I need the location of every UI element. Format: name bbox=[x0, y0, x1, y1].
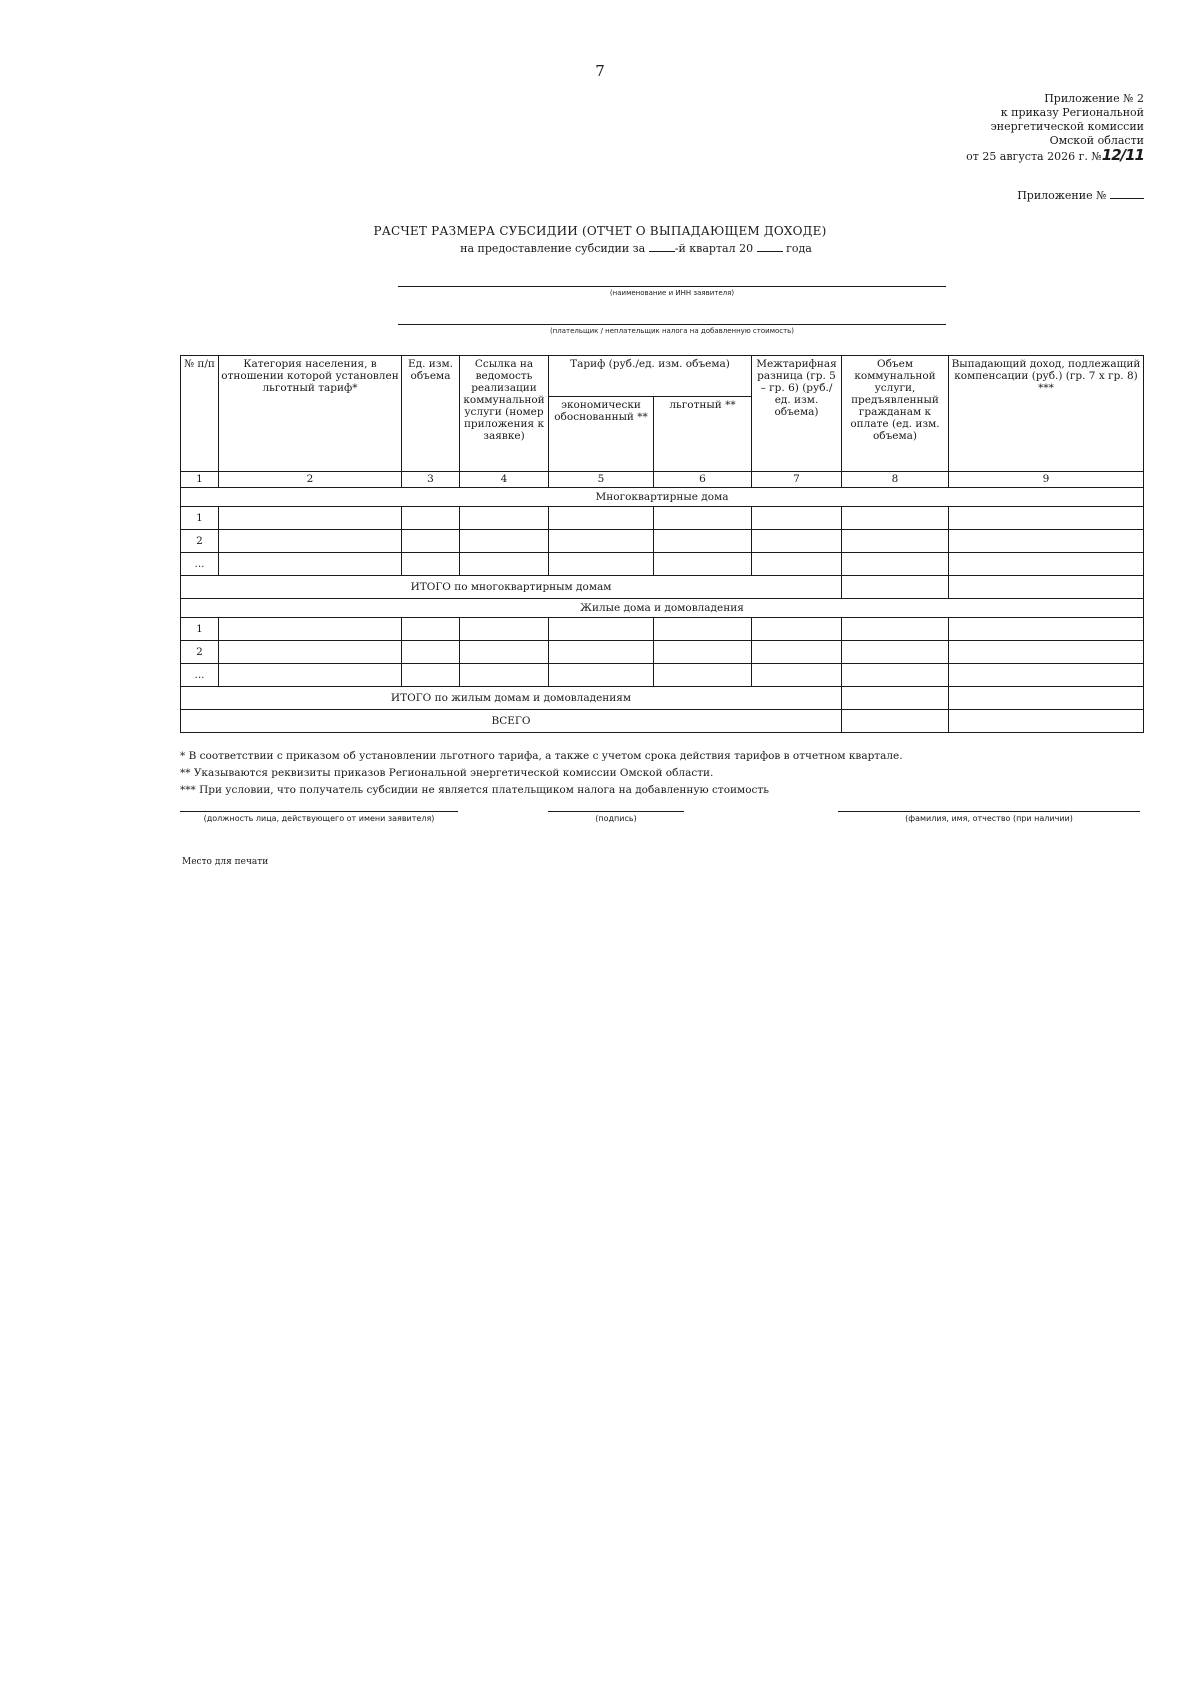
page-number: 7 bbox=[595, 62, 605, 80]
position-caption: (должность лица, действующего от имени заявителя) bbox=[203, 814, 435, 823]
year-blank[interactable] bbox=[757, 241, 783, 252]
table-cell[interactable] bbox=[219, 641, 402, 664]
table-cell[interactable] bbox=[219, 530, 402, 553]
footnote-2: ** Указываются реквизиты приказов Региональной энергетической комиссии Омской области. bbox=[180, 767, 714, 779]
table-cell[interactable] bbox=[752, 641, 842, 664]
column-number: 1 bbox=[181, 472, 219, 488]
table-cell[interactable] bbox=[842, 553, 949, 576]
table-cell[interactable] bbox=[460, 530, 549, 553]
table-cell[interactable] bbox=[219, 507, 402, 530]
table-cell[interactable] bbox=[752, 530, 842, 553]
footnote-1: * В соответствии с приказом об установлении льготного тарифа, а также с учетом срока действия тарифов в отчетном квартале. bbox=[180, 750, 903, 762]
approval-line-4: Омской области bbox=[1049, 134, 1144, 147]
total-residential-houses-label: ИТОГО по жилым домам и домовладениям bbox=[181, 687, 842, 710]
header-number: № п/п bbox=[181, 356, 219, 472]
header-lost-income: Выпадающий доход, подлежащий компенсации (руб.) (гр. 7 х гр. 8) *** bbox=[949, 356, 1144, 472]
approval-date-line bbox=[966, 148, 1144, 164]
applicant-caption: (наименование и ИНН заявителя) bbox=[609, 289, 735, 297]
table-cell[interactable] bbox=[752, 553, 842, 576]
table-cell[interactable] bbox=[402, 507, 460, 530]
title-block bbox=[0, 224, 1200, 255]
appendix-number-blank[interactable] bbox=[1110, 187, 1144, 199]
header-volume: Объем коммунальной услуги, предъявленный гражданам к оплате (ед. изм. объема) bbox=[842, 356, 949, 472]
table-cell[interactable] bbox=[842, 641, 949, 664]
header-tariff-economic: экономически обоснованный ** bbox=[549, 397, 654, 472]
applicant-line bbox=[398, 286, 946, 287]
table-cell[interactable] bbox=[842, 710, 949, 733]
table-cell[interactable] bbox=[549, 507, 654, 530]
document-subtitle bbox=[72, 241, 1200, 255]
table-cell[interactable] bbox=[842, 687, 949, 710]
signature-caption: (подпись) bbox=[595, 814, 637, 823]
approval-line-1: Приложение № 2 bbox=[1044, 92, 1144, 105]
signature-line bbox=[548, 811, 684, 812]
table-cell[interactable] bbox=[654, 507, 752, 530]
subtitle-part-2: -й квартал 20 bbox=[674, 242, 754, 255]
appendix-number bbox=[1017, 187, 1144, 202]
row-number: ... bbox=[181, 553, 219, 576]
table-cell[interactable] bbox=[842, 576, 949, 599]
table-cell[interactable] bbox=[460, 553, 549, 576]
table-cell[interactable] bbox=[949, 687, 1144, 710]
table-cell[interactable] bbox=[654, 530, 752, 553]
full-name-caption: (фамилия, имя, отчество (при наличии) bbox=[905, 814, 1073, 823]
table-cell[interactable] bbox=[549, 553, 654, 576]
table-cell[interactable] bbox=[549, 530, 654, 553]
document-title: РАСЧЕТ РАЗМЕРА СУБСИДИИ (ОТЧЕТ О ВЫПАДАЮЩЕМ ДОХОДЕ) bbox=[373, 224, 827, 238]
header-unit: Ед. изм. объема bbox=[402, 356, 460, 472]
column-number: 7 bbox=[752, 472, 842, 488]
table-cell[interactable] bbox=[549, 618, 654, 641]
row-number: 1 bbox=[181, 507, 219, 530]
handwritten-number: 12/11 bbox=[1101, 146, 1144, 164]
applicant-field[interactable] bbox=[398, 286, 946, 297]
row-number: ... bbox=[181, 664, 219, 687]
table-cell[interactable] bbox=[842, 664, 949, 687]
subtitle-part-3: года bbox=[786, 242, 812, 255]
section-title-apartment-buildings: Многоквартирные дома bbox=[181, 488, 1144, 507]
appendix-label: Приложение № bbox=[1017, 189, 1107, 202]
header-tariff-difference: Межтарифная разница (гр. 5 – гр. 6) (руб./ед. изм. объема) bbox=[752, 356, 842, 472]
table-cell[interactable] bbox=[949, 641, 1144, 664]
table-cell[interactable] bbox=[460, 641, 549, 664]
table-cell[interactable] bbox=[949, 618, 1144, 641]
footnote-3: *** При условии, что получатель субсидии не является плательщиком налога на добавленную стоимость bbox=[180, 784, 769, 796]
approval-line-2: к приказу Региональной bbox=[1000, 106, 1144, 119]
row-number: 1 bbox=[181, 618, 219, 641]
table-cell[interactable] bbox=[654, 618, 752, 641]
table-cell[interactable] bbox=[460, 664, 549, 687]
table-cell[interactable] bbox=[842, 507, 949, 530]
table-cell[interactable] bbox=[949, 664, 1144, 687]
approval-date: от 25 августа 2026 г. № bbox=[966, 150, 1102, 163]
section-title-residential-houses: Жилые дома и домовладения bbox=[181, 599, 1144, 618]
table-cell[interactable] bbox=[402, 664, 460, 687]
header-tariff-preferential: льготный ** bbox=[654, 397, 752, 472]
table-cell[interactable] bbox=[219, 553, 402, 576]
table-cell[interactable] bbox=[219, 664, 402, 687]
row-number: 2 bbox=[181, 641, 219, 664]
table-cell[interactable] bbox=[402, 618, 460, 641]
grand-total-label: ВСЕГО bbox=[181, 710, 842, 733]
footnotes bbox=[180, 748, 903, 799]
table-cell[interactable] bbox=[402, 641, 460, 664]
vat-status-field[interactable] bbox=[398, 324, 946, 335]
total-apartment-buildings-label: ИТОГО по многоквартирным домам bbox=[181, 576, 842, 599]
approval-block bbox=[966, 92, 1144, 164]
signature-field[interactable] bbox=[548, 811, 684, 823]
header-category: Категория населения, в отношении которой установлен льготный тариф* bbox=[219, 356, 402, 472]
column-number: 9 bbox=[949, 472, 1144, 488]
table-cell[interactable] bbox=[949, 710, 1144, 733]
vat-caption: (плательщик / неплательщик налога на добавленную стоимость) bbox=[549, 327, 795, 335]
table-cell[interactable] bbox=[654, 664, 752, 687]
table-cell[interactable] bbox=[402, 553, 460, 576]
table-cell[interactable] bbox=[949, 530, 1144, 553]
table-cell[interactable] bbox=[842, 530, 949, 553]
table-cell[interactable] bbox=[654, 641, 752, 664]
table-cell[interactable] bbox=[842, 618, 949, 641]
row-number: 2 bbox=[181, 530, 219, 553]
table-cell[interactable] bbox=[460, 507, 549, 530]
table-cell[interactable] bbox=[949, 507, 1144, 530]
column-number: 5 bbox=[549, 472, 654, 488]
table-cell[interactable] bbox=[219, 618, 402, 641]
table-cell[interactable] bbox=[654, 553, 752, 576]
column-number: 2 bbox=[219, 472, 402, 488]
column-number: 8 bbox=[842, 472, 949, 488]
position-signature-field[interactable] bbox=[180, 811, 458, 823]
column-number: 6 bbox=[654, 472, 752, 488]
table-cell[interactable] bbox=[949, 553, 1144, 576]
position-line bbox=[180, 811, 458, 812]
full-name-line bbox=[838, 811, 1140, 812]
approval-line-3: энергетической комиссии bbox=[990, 120, 1144, 133]
table-cell[interactable] bbox=[549, 664, 654, 687]
column-number: 4 bbox=[460, 472, 549, 488]
subsidy-table bbox=[180, 355, 1144, 733]
table-cell[interactable] bbox=[752, 618, 842, 641]
stamp-place: Место для печати bbox=[182, 857, 269, 867]
table-cell[interactable] bbox=[752, 664, 842, 687]
header-reference: Ссылка на ведомость реализации коммунальной услуги (номер приложения к заявке) bbox=[460, 356, 549, 472]
full-name-field[interactable] bbox=[838, 811, 1140, 823]
table-cell[interactable] bbox=[402, 530, 460, 553]
table-cell[interactable] bbox=[949, 576, 1144, 599]
quarter-blank[interactable] bbox=[649, 241, 675, 252]
table-cell[interactable] bbox=[549, 641, 654, 664]
table-cell[interactable] bbox=[752, 507, 842, 530]
vat-line bbox=[398, 324, 946, 325]
subtitle-part-1: на предоставление субсидии за bbox=[460, 242, 646, 255]
table-cell[interactable] bbox=[460, 618, 549, 641]
column-number: 3 bbox=[402, 472, 460, 488]
header-tariff: Тариф (руб./ед. изм. объема) bbox=[549, 356, 752, 397]
